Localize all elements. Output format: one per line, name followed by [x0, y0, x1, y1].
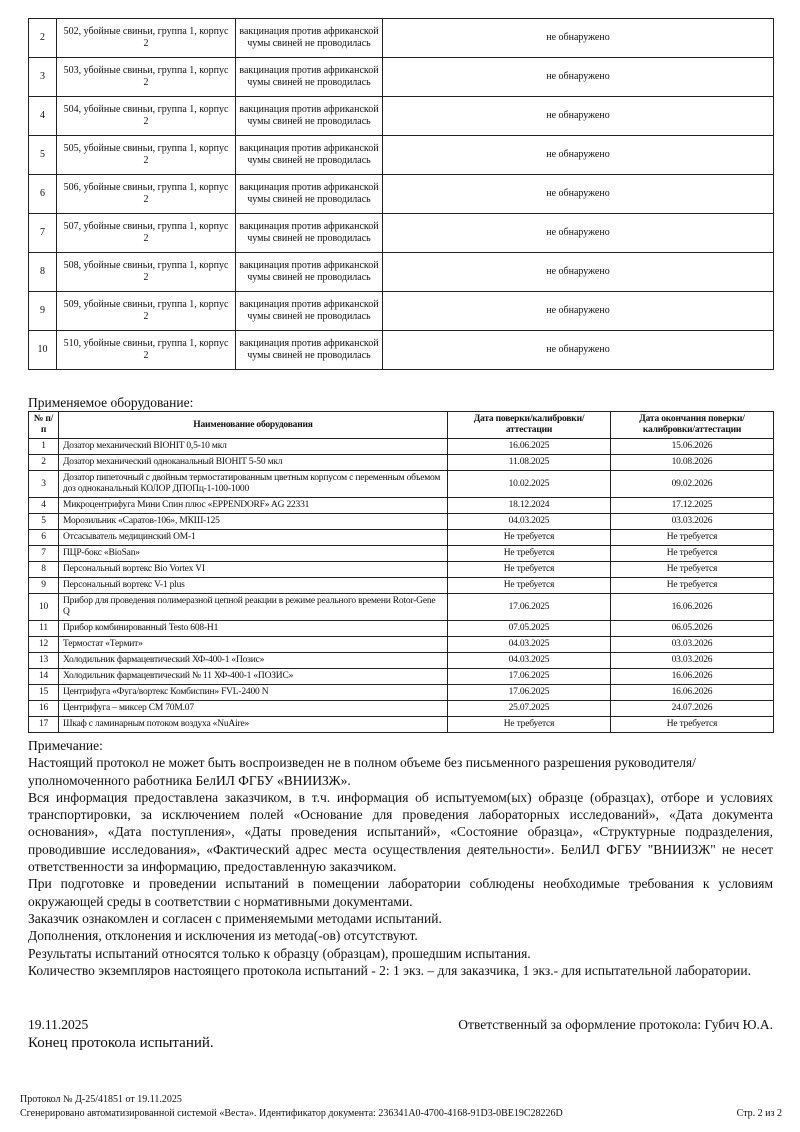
- note-paragraph: Заказчик ознакомлен и согласен с применяемыми методами испытаний.: [28, 910, 442, 926]
- date-end: 10.08.2026: [611, 455, 774, 471]
- table-row: [29, 292, 774, 331]
- sample-description: 507, убойные свиньи, группа 1, корпус 2: [57, 214, 236, 253]
- row-number: 4: [29, 498, 59, 514]
- equipment-name: Прибор для проведения полимеразной цепной реакции в режиме реального времени Rotor-Gene Q: [59, 594, 448, 621]
- notes-heading: Примечание:: [28, 738, 103, 753]
- table-row: [29, 498, 774, 514]
- date-end: Не требуется: [611, 530, 774, 546]
- column-header-date-end: Дата окончания поверки/калибровки/аттестации: [611, 412, 774, 439]
- date-check: 04.03.2025: [448, 653, 611, 669]
- row-number: 14: [29, 669, 59, 685]
- row-number: 4: [29, 97, 57, 136]
- table-row: [29, 175, 774, 214]
- vaccination-status: вакцинация против африканской чумы свиней не проводилась: [236, 214, 383, 253]
- page-number: Стр. 2 из 2: [736, 1108, 782, 1119]
- row-number: 16: [29, 701, 59, 717]
- date-check: 11.08.2025: [448, 455, 611, 471]
- date-end: 06.05.2026: [611, 621, 774, 637]
- note-paragraph: При подготовке и проведении испытаний в помещении лаборатории соблюдены необходимые требования к условиям окружающей среды в соответствии с нормативными документами.: [28, 876, 773, 909]
- date-end: 16.06.2026: [611, 594, 774, 621]
- vaccination-status: вакцинация против африканской чумы свиней не проводилась: [236, 292, 383, 331]
- equipment-name: Дозатор механический одноканальный BIOHIT 5-50 мкл: [59, 455, 448, 471]
- test-result: не обнаружено: [383, 214, 774, 253]
- vaccination-status: вакцинация против африканской чумы свиней не проводилась: [236, 175, 383, 214]
- note-paragraph: Настоящий протокол не может быть воспроизведен не в полном объеме без письменного разрешения руководителя/уполномоченного работника БелИЛ ФГБУ «ВНИИЗЖ».: [28, 755, 696, 788]
- table-row: [29, 253, 774, 292]
- equipment-name: Персональный вортекс Bio Vortex VI: [59, 562, 448, 578]
- row-number: 7: [29, 214, 57, 253]
- equipment-name: Холодильник фармацевтический № 11 ХФ-400-1 «ПОЗИС»: [59, 669, 448, 685]
- test-result: не обнаружено: [383, 331, 774, 370]
- date-check: Не требуется: [448, 717, 611, 733]
- row-number: 15: [29, 685, 59, 701]
- date-end: 03.03.2026: [611, 637, 774, 653]
- table-row: [29, 331, 774, 370]
- footer-protocol-number: Протокол № Д-25/41851 от 19.11.2025: [20, 1094, 182, 1105]
- equipment-name: Центрифуга «Фуга/вортекс Комбиспин» FVL-2400 N: [59, 685, 448, 701]
- test-result: не обнаружено: [383, 97, 774, 136]
- row-number: 12: [29, 637, 59, 653]
- table-row: [29, 530, 774, 546]
- date-end: Не требуется: [611, 562, 774, 578]
- date-end: 15.06.2026: [611, 439, 774, 455]
- equipment-name: Дозатор механический BIOHIT 0,5-10 мкл: [59, 439, 448, 455]
- table-row: [29, 97, 774, 136]
- table-row: [29, 685, 774, 701]
- note-paragraph: Количество экземпляров настоящего протокола испытаний - 2: 1 экз. – для заказчика, 1 экз.- для испытательной лаборатории.: [28, 962, 751, 978]
- table-row: [29, 136, 774, 175]
- row-number: 3: [29, 471, 59, 498]
- table-row: [29, 455, 774, 471]
- table-row: [29, 653, 774, 669]
- equipment-name: Микроцентрифуга Мини Спин плюс «EPPENDORF» AG 22331: [59, 498, 448, 514]
- table-row: [29, 701, 774, 717]
- equipment-table: [28, 411, 774, 733]
- test-result: не обнаружено: [383, 58, 774, 97]
- equipment-name: Прибор комбинированный Testo 608-H1: [59, 621, 448, 637]
- table-row: [29, 621, 774, 637]
- equipment-name: Центрифуга – миксер СМ 70М.07: [59, 701, 448, 717]
- table-row: [29, 58, 774, 97]
- table-row: [29, 214, 774, 253]
- equipment-name: Термостат «Термит»: [59, 637, 448, 653]
- sample-description: 509, убойные свиньи, группа 1, корпус 2: [57, 292, 236, 331]
- date-check: Не требуется: [448, 578, 611, 594]
- vaccination-status: вакцинация против африканской чумы свиней не проводилась: [236, 136, 383, 175]
- column-header-date-check: Дата поверки/калибровки/аттестации: [448, 412, 611, 439]
- row-number: 2: [29, 455, 59, 471]
- row-number: 11: [29, 621, 59, 637]
- date-end: Не требуется: [611, 717, 774, 733]
- equipment-name: Морозильник «Саратов-106», МКШ-125: [59, 514, 448, 530]
- table-row: [29, 578, 774, 594]
- note-paragraph: Дополнения, отклонения и исключения из метода(-ов) отсутствуют.: [28, 928, 418, 944]
- row-number: 1: [29, 439, 59, 455]
- equipment-name: ПЦР-бокс «BioSan»: [59, 546, 448, 562]
- sample-description: 506, убойные свиньи, группа 1, корпус 2: [57, 175, 236, 214]
- responsible-person: Ответственный за оформление протокола: Губич Ю.А.: [458, 1017, 773, 1032]
- page-footer: [20, 1093, 782, 1121]
- table-row: [29, 471, 774, 498]
- table-row: [29, 594, 774, 621]
- test-result: не обнаружено: [383, 253, 774, 292]
- note-paragraph: Результаты испытаний относятся только к образцу (образцам), прошедшим испытания.: [28, 945, 531, 961]
- row-number: 3: [29, 58, 57, 97]
- test-result: не обнаружено: [383, 292, 774, 331]
- row-number: 9: [29, 578, 59, 594]
- date-check: 04.03.2025: [448, 637, 611, 653]
- table-row: [29, 669, 774, 685]
- notes-section: [28, 737, 773, 979]
- date-check: Не требуется: [448, 562, 611, 578]
- date-check: 10.02.2025: [448, 471, 611, 498]
- table-row: [29, 514, 774, 530]
- note-paragraph: Вся информация предоставлена заказчиком, в т.ч. информация об испытуемом(ых) образце (образцах), отборе и условиях транспортировки, за исключением полей «Основание для проведения лабораторных исследований», «Дата документа основания», «Дата поступления», «Даты проведения испытаний», «Состояние образца», «Структурные подразделения, проводившие исследования», «Фактический адрес места осуществления деятельности». БелИЛ ФГБУ "ВНИИЗЖ" не несет ответственности за информацию, предоставленную заказчиком.: [28, 789, 773, 875]
- equipment-name: Персональный вортекс V-1 plus: [59, 578, 448, 594]
- row-number: 13: [29, 653, 59, 669]
- row-number: 6: [29, 175, 57, 214]
- date-check: 17.06.2025: [448, 594, 611, 621]
- row-number: 5: [29, 514, 59, 530]
- sample-description: 502, убойные свиньи, группа 1, корпус 2: [57, 19, 236, 58]
- signature-row: [28, 1017, 773, 1033]
- vaccination-status: вакцинация против африканской чумы свиней не проводилась: [236, 19, 383, 58]
- test-results-table: [28, 18, 774, 370]
- table-row: [29, 562, 774, 578]
- equipment-name: Дозатор пипеточный с двойным термостатированным цветным корпусом с переменным объемом доз одноканальный КОЛОР ДПОПц-1-100-1000: [59, 471, 448, 498]
- vaccination-status: вакцинация против африканской чумы свиней не проводилась: [236, 97, 383, 136]
- test-result: не обнаружено: [383, 136, 774, 175]
- date-check: 17.06.2025: [448, 669, 611, 685]
- date-end: 16.06.2026: [611, 669, 774, 685]
- protocol-date: 19.11.2025: [28, 1017, 89, 1032]
- test-result: не обнаружено: [383, 19, 774, 58]
- date-check: 07.05.2025: [448, 621, 611, 637]
- table-row: [29, 637, 774, 653]
- row-number: 2: [29, 19, 57, 58]
- date-end: 09.02.2026: [611, 471, 774, 498]
- date-check: 18.12.2024: [448, 498, 611, 514]
- date-end: 24.07.2026: [611, 701, 774, 717]
- column-header-number: № п/п: [29, 412, 59, 439]
- table-header-row: [29, 412, 774, 439]
- row-number: 17: [29, 717, 59, 733]
- date-end: 03.03.2026: [611, 653, 774, 669]
- table-row: [29, 717, 774, 733]
- date-end: Не требуется: [611, 578, 774, 594]
- sample-description: 504, убойные свиньи, группа 1, корпус 2: [57, 97, 236, 136]
- date-check: Не требуется: [448, 530, 611, 546]
- end-of-protocol: Конец протокола испытаний.: [28, 1035, 214, 1051]
- equipment-heading: Применяемое оборудование:: [28, 395, 194, 410]
- table-row: [29, 19, 774, 58]
- table-row: [29, 439, 774, 455]
- equipment-name: Шкаф с ламинарным потоком воздуха «NuAire»: [59, 717, 448, 733]
- date-end: 03.03.2026: [611, 514, 774, 530]
- row-number: 7: [29, 546, 59, 562]
- footer-generated-info: Сгенерировано автоматизированной системой «Веста». Идентификатор документа: 236341A0-4700-4168-91D3-0BE19C28226D: [20, 1108, 563, 1119]
- row-number: 6: [29, 530, 59, 546]
- date-check: 25.07.2025: [448, 701, 611, 717]
- date-check: 17.06.2025: [448, 685, 611, 701]
- row-number: 8: [29, 562, 59, 578]
- row-number: 10: [29, 331, 57, 370]
- sample-description: 508, убойные свиньи, группа 1, корпус 2: [57, 253, 236, 292]
- date-end: 17.12.2025: [611, 498, 774, 514]
- sample-description: 505, убойные свиньи, группа 1, корпус 2: [57, 136, 236, 175]
- date-check: Не требуется: [448, 546, 611, 562]
- vaccination-status: вакцинация против африканской чумы свиней не проводилась: [236, 58, 383, 97]
- sample-description: 510, убойные свиньи, группа 1, корпус 2: [57, 331, 236, 370]
- vaccination-status: вакцинация против африканской чумы свиней не проводилась: [236, 331, 383, 370]
- row-number: 10: [29, 594, 59, 621]
- equipment-name: Холодильник фармацевтический ХФ-400-1 «Позис»: [59, 653, 448, 669]
- vaccination-status: вакцинация против африканской чумы свиней не проводилась: [236, 253, 383, 292]
- date-end: Не требуется: [611, 546, 774, 562]
- date-check: 16.06.2025: [448, 439, 611, 455]
- row-number: 9: [29, 292, 57, 331]
- row-number: 8: [29, 253, 57, 292]
- date-end: 16.06.2026: [611, 685, 774, 701]
- sample-description: 503, убойные свиньи, группа 1, корпус 2: [57, 58, 236, 97]
- date-check: 04.03.2025: [448, 514, 611, 530]
- table-row: [29, 546, 774, 562]
- equipment-name: Отсасыватель медицинский ОМ-1: [59, 530, 448, 546]
- row-number: 5: [29, 136, 57, 175]
- column-header-name: Наименование оборудования: [59, 412, 448, 439]
- test-result: не обнаружено: [383, 175, 774, 214]
